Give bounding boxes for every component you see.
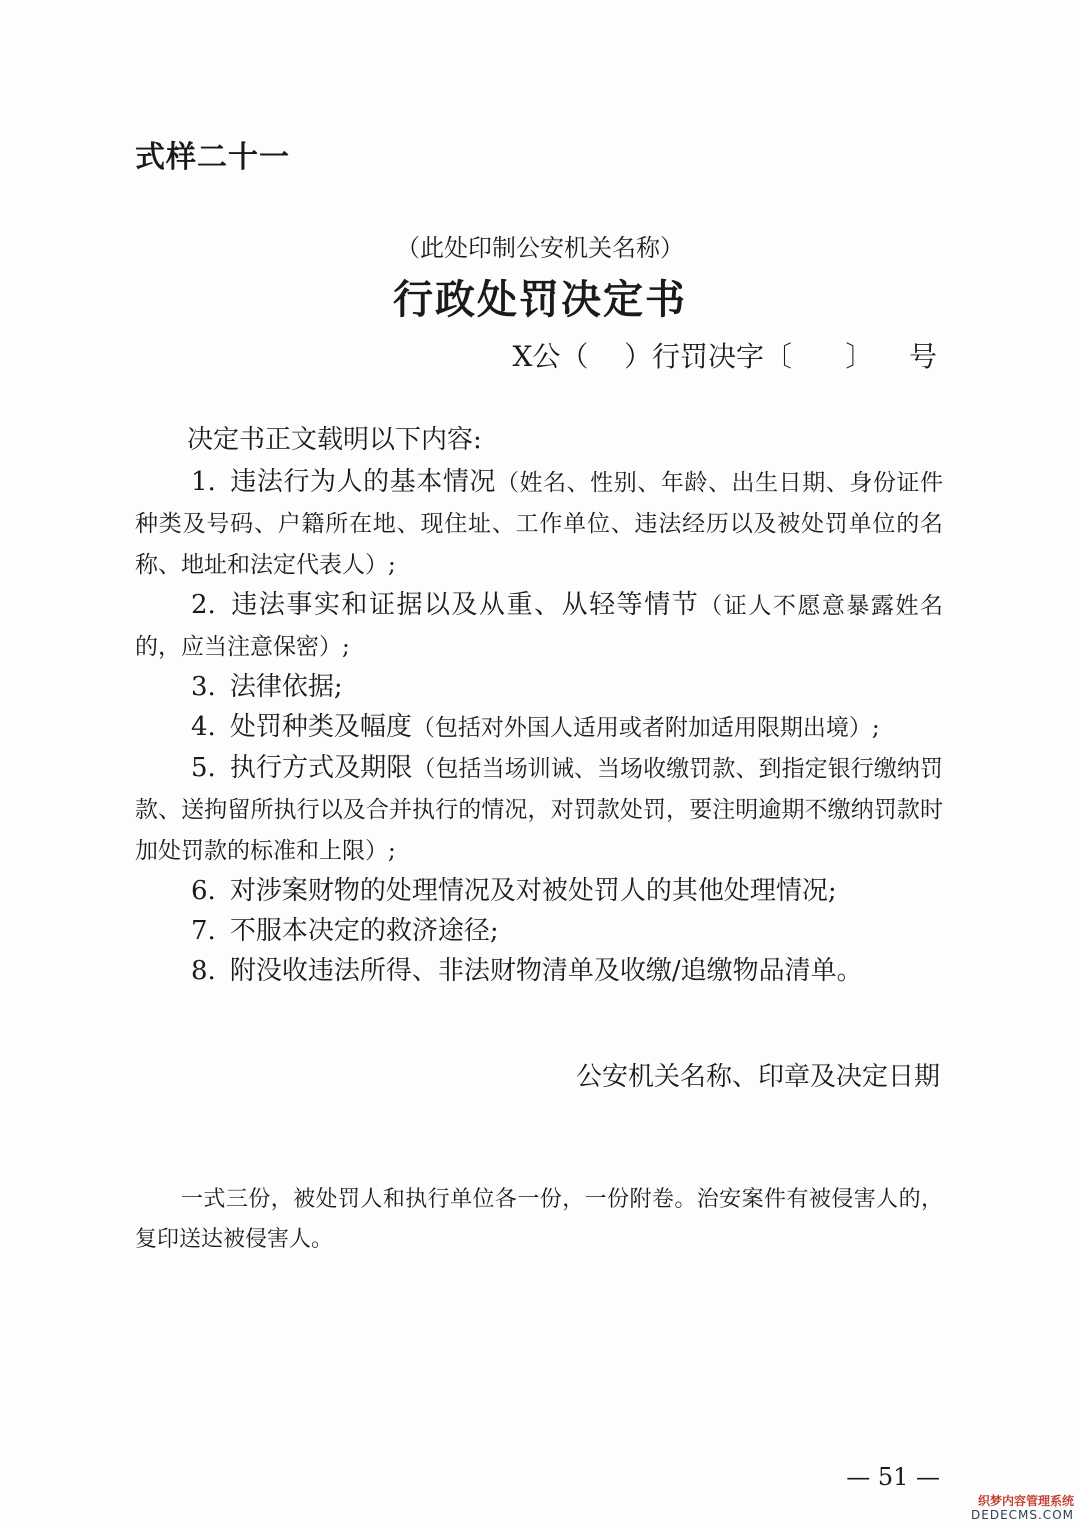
issuer-note: （此处印制公安机关名称） <box>396 234 684 262</box>
list-item <box>135 951 943 991</box>
document-title: 行政处罚决定书 <box>393 276 687 323</box>
watermark-text: 织梦内容管理系统 <box>977 1494 1074 1508</box>
document-body <box>135 420 943 991</box>
list-item <box>135 707 943 748</box>
item-number: 6. <box>191 876 216 906</box>
list-item <box>135 667 943 707</box>
item-text: 执行方式及期限 <box>229 753 413 783</box>
item-text: 不服本决定的救济途径; <box>229 916 499 946</box>
item-note: （姓名、性别、年龄、出生日期、身份证件种类及号码、户籍所在地、现住址、工作单位、违法经历以及被处罚单位的名称、地址和法定代表人）; <box>135 470 943 578</box>
list-item <box>135 911 943 951</box>
item-text: 对涉案财物的处理情况及对被处罚人的其他处理情况; <box>229 876 837 906</box>
list-item <box>135 871 943 911</box>
document-number: X公（ ）行罚决字〔 〕 号 <box>512 340 937 373</box>
list-item <box>135 585 943 667</box>
item-number: 4. <box>191 712 216 742</box>
item-number: 1. <box>191 467 216 497</box>
body-intro: 决定书正文载明以下内容: <box>187 425 482 455</box>
item-text: 违法事实和证据以及从重、从轻等情节 <box>229 590 700 620</box>
form-label: 式样二十一 <box>135 140 290 175</box>
item-text: 法律依据; <box>229 672 343 702</box>
item-note: （包括当场训诫、当场收缴罚款、到指定银行缴纳罚款、送拘留所执行以及合并执行的情况，对罚款处罚，要注明逾期不缴纳罚款时加处罚款的标准和上限）; <box>135 756 943 864</box>
item-number: 5. <box>191 753 216 783</box>
item-note: （证人不愿意暴露姓名的，应当注意保密）; <box>135 593 943 660</box>
footnote: 一式三份，被处罚人和执行单位各一份，一份附卷。治安案件有被侵害人的，复印送达被侵害人。 <box>135 1187 943 1252</box>
item-number: 3. <box>191 672 216 702</box>
item-text: 违法行为人的基本情况 <box>229 467 496 497</box>
item-text: 处罚种类及幅度 <box>229 712 412 742</box>
page-number: — 51 — <box>846 1463 940 1491</box>
list-item <box>135 462 943 585</box>
item-text: 附没收违法所得、非法财物清单及收缴/追缴物品清单。 <box>229 956 863 986</box>
watermark-domain: DEDECMS.COM <box>971 1508 1074 1522</box>
list-item <box>135 748 943 871</box>
item-note: （包括对外国人适用或者附加适用限期出境）; <box>411 715 880 741</box>
item-number: 8. <box>191 956 216 986</box>
watermark-logo <box>962 1494 1074 1524</box>
signature-line: 公安机关名称、印章及决定日期 <box>575 1062 940 1092</box>
item-number: 2. <box>191 590 216 620</box>
item-number: 7. <box>191 916 216 946</box>
